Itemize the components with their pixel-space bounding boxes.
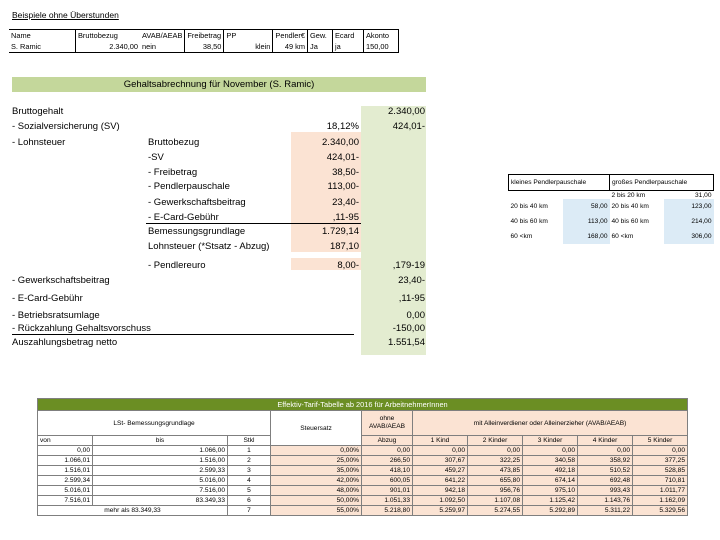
tarif-cell: 4 [228, 476, 271, 486]
emp-header: PP [224, 30, 249, 42]
tarif-row [38, 506, 688, 516]
rueck-value: -150,00 [392, 323, 425, 334]
tarif-cell: 0,00 [413, 446, 468, 456]
pendler-cell: 214,00 [664, 214, 714, 229]
tarif-cell: 1.066,01 [38, 456, 93, 466]
pendler-cell: 306,00 [664, 229, 714, 244]
tarif-cell: 83.349,33 [93, 496, 228, 506]
tarif-cell: 5.329,56 [633, 506, 688, 516]
tarif-cell: 942,18 [413, 486, 468, 496]
sub-value: 187,10 [329, 241, 359, 252]
sub-value: 113,00- [327, 181, 359, 192]
emp-cell: 2.340,00 [76, 41, 141, 53]
sub-divider [146, 223, 361, 224]
sub-label: Bemessungsgrundlage [148, 226, 246, 237]
tarif-cell: 0,00 [468, 446, 523, 456]
tarif-cell: 1.516,01 [38, 466, 93, 476]
pendler-cell: 113,00 [563, 214, 609, 229]
emp-header: Bruttobezug [76, 30, 141, 42]
pendler-cell: 60 <km [510, 233, 533, 240]
emp-header: Freibetrag [185, 30, 224, 42]
tarif-title: Effektiv-Tarif-Tabelle ab 2016 für ArbeitnehmerInnen [38, 399, 688, 411]
tarif-cell: 1.143,76 [578, 496, 633, 506]
tarif-cell: 7 [228, 506, 271, 516]
tarif-cell: 956,76 [468, 486, 523, 496]
sv-label: - Sozialversicherung (SV) [12, 121, 120, 132]
tarif-cell: 600,05 [362, 476, 413, 486]
tarif-cell: 1.066,00 [93, 446, 228, 456]
tarif-cell: 473,85 [468, 466, 523, 476]
tarif-cell: 993,43 [578, 486, 633, 496]
ecard-value: ,11-95 [398, 293, 425, 304]
pendler-cell: 168,00 [563, 229, 609, 244]
tarif-cell: 55,00% [271, 506, 362, 516]
tarif-row [38, 476, 688, 486]
sub-label: - Gewerkschaftsbeitrag [148, 197, 246, 208]
pendler-cell: 20 bis 40 km [510, 203, 548, 210]
pendler-cell: 2 bis 20 km [611, 191, 646, 199]
sub-label: Lohnsteuer (*Stsatz - Abzug) [148, 241, 270, 252]
sub-value: 38,50- [332, 167, 359, 178]
tarif-cell: 1.162,09 [633, 496, 688, 506]
tarif-cell: 5.218,80 [362, 506, 413, 516]
emp-cell: nein [140, 41, 185, 53]
tarif-cell: 1.125,42 [523, 496, 578, 506]
tarif-cell: 510,52 [578, 466, 633, 476]
tarif-cell: 1.107,08 [468, 496, 523, 506]
tarif-cell: 340,58 [523, 456, 578, 466]
emp-header [248, 30, 273, 42]
tarif-steuersatz-header: Steuersatz [271, 411, 362, 446]
tarif-cell: 35,00% [271, 466, 362, 476]
betr-label: - Betriebsratsumlage [12, 310, 100, 321]
tarif-cell: 25,00% [271, 456, 362, 466]
tarif-cell: 7.516,00 [93, 486, 228, 496]
tarif-cell: 418,10 [362, 466, 413, 476]
brutto-value: 2.340,00 [388, 106, 425, 117]
tarif-cell: 6 [228, 496, 271, 506]
tarif-cell: 5 [228, 486, 271, 496]
tarif-cell: 5.274,55 [468, 506, 523, 516]
pendler-header-large: großes Pendlerpauschale [610, 175, 714, 191]
tarif-cell: 0,00 [578, 446, 633, 456]
rueck-label: - Rückzahlung Gehaltsvorschuss [12, 323, 151, 334]
sub-label: - E-Card-Gebühr [148, 212, 219, 223]
tarif-cell: 307,67 [413, 456, 468, 466]
tarif-row [38, 486, 688, 496]
emp-cell: S. Ramic [9, 41, 76, 53]
tarif-cell: 5.259,97 [413, 506, 468, 516]
pendler-cell: 60 <km [611, 233, 634, 240]
tarif-cell: 5.292,89 [523, 506, 578, 516]
tarif-row [38, 446, 688, 456]
sub-label: Bruttobezug [148, 137, 200, 148]
emp-header: Pendler€ [273, 30, 308, 42]
tarif-row [38, 456, 688, 466]
tarif-cell: 1.051,33 [362, 496, 413, 506]
tarif-cell: 2 [228, 456, 271, 466]
pendler-cell: 40 bis 60 km [611, 218, 649, 225]
page-title: Beispiele ohne Überstunden [12, 10, 119, 20]
tarif-table [37, 398, 688, 516]
tarif-cell: 459,27 [413, 466, 468, 476]
tarif-cell: 901,01 [362, 486, 413, 496]
emp-header: AVAB/AEAB [140, 30, 185, 42]
tarif-cell: 5.016,01 [38, 486, 93, 496]
netto-label: Auszahlungsbetrag netto [12, 337, 118, 348]
pendler-cell: 58,00 [563, 199, 609, 214]
sub-label: - Pendlerpauschale [148, 181, 230, 192]
tarif-row [38, 496, 688, 506]
tarif-cell: 674,14 [523, 476, 578, 486]
tarif-cell: 710,81 [633, 476, 688, 486]
pendler-header-small: kleines Pendlerpauschale [509, 175, 610, 191]
emp-header: Akonto [364, 30, 399, 42]
sub-value: ,11-95 [332, 212, 359, 223]
tarif-subheader: 4 Kinder [578, 436, 633, 446]
tarif-cell: 322,25 [468, 456, 523, 466]
tarif-cell: 0,00 [523, 446, 578, 456]
tarif-cell: 2.599,33 [93, 466, 228, 476]
tarif-subheader: bis [93, 436, 228, 446]
tarif-subheader: 1 Kind [413, 436, 468, 446]
tarif-cell: 0,00% [271, 446, 362, 456]
tarif-cell: 2.599,34 [38, 476, 93, 486]
tarif-cell: mehr als 83.349,33 [38, 506, 228, 516]
tarif-cell: 492,18 [523, 466, 578, 476]
netto-value: 1.551,54 [388, 337, 425, 348]
tarif-row [38, 466, 688, 476]
tarif-cell: 5.016,00 [93, 476, 228, 486]
tarif-cell: 42,00% [271, 476, 362, 486]
emp-cell: Ja [308, 41, 333, 53]
lst-result: ,179-19 [392, 260, 425, 271]
tarif-cell: 692,48 [578, 476, 633, 486]
tarif-cell: 655,80 [468, 476, 523, 486]
betr-value: 0,00 [406, 310, 425, 321]
sub-value: 23,40- [332, 197, 359, 208]
gew-value: 23,40- [398, 275, 425, 286]
tarif-cell: 358,92 [578, 456, 633, 466]
tarif-cell: 3 [228, 466, 271, 476]
tarif-cell: 641,22 [413, 476, 468, 486]
pendler-cell [509, 191, 564, 200]
tarif-cell: 266,50 [362, 456, 413, 466]
netto-divider [12, 334, 354, 335]
tarif-cell: 48,00% [271, 486, 362, 496]
pendler-cell: 40 bis 60 km [510, 218, 548, 225]
ecard-label: - E-Card-Gebühr [12, 293, 83, 304]
tarif-cell: 1.092,50 [413, 496, 468, 506]
emp-header: Ecard [333, 30, 364, 42]
tarif-subheader: 5 Kinder [633, 436, 688, 446]
tarif-cell: 50,00% [271, 496, 362, 506]
pendlereuro-label: - Pendlereuro [148, 260, 206, 271]
employee-table [9, 29, 399, 53]
pendler-cell: 123,00 [664, 199, 714, 214]
emp-cell: ja [333, 41, 364, 53]
emp-cell: 38,50 [185, 41, 224, 53]
sub-value: 424,01- [326, 152, 359, 163]
tarif-cell: 1.011,77 [633, 486, 688, 496]
tarif-cell: 1 [228, 446, 271, 456]
sub-label: -SV [148, 152, 164, 163]
tarif-subheader: 3 Kinder [523, 436, 578, 446]
tarif-subheader: 2 Kinder [468, 436, 523, 446]
tarif-cell: 0,00 [38, 446, 93, 456]
sub-value: 2.340,00 [322, 137, 359, 148]
emp-header: Gew. [308, 30, 333, 42]
lst-label: - Lohnsteuer [12, 137, 66, 148]
emp-cell: 150,00 [364, 41, 399, 53]
tarif-cell: 1.516,00 [93, 456, 228, 466]
tarif-mit-header: mit Alleinverdiener oder Alleinerzieher (AVAB/AEAB) [413, 411, 688, 436]
tarif-subheader: Stkl [228, 436, 271, 446]
sv-value: 424,01- [392, 121, 425, 132]
brutto-label: Bruttogehalt [12, 106, 64, 117]
pendler-cell: 31,00 [694, 191, 712, 199]
tarif-cell: 528,85 [633, 466, 688, 476]
tarif-cell: 975,10 [523, 486, 578, 496]
sub-value: 1.729,14 [322, 226, 359, 237]
tarif-subheader: von [38, 436, 93, 446]
tarif-cell: 5.311,22 [578, 506, 633, 516]
gew-label: - Gewerkschaftsbeitrag [12, 275, 110, 286]
tarif-cell: 0,00 [633, 446, 688, 456]
pendler-cell [563, 191, 609, 200]
emp-cell: klein [224, 41, 273, 53]
pendler-cell: 20 bis 40 km [611, 203, 649, 210]
sv-rate: 18,12% [326, 121, 359, 132]
tarif-bmg-header: LSt- Bemessungsgrundlage [38, 411, 271, 436]
tarif-cell: 0,00 [362, 446, 413, 456]
tarif-ohne-header: ohne AVAB/AEAB [362, 411, 413, 436]
tarif-cell: 377,25 [633, 456, 688, 466]
calc-header: Gehaltsabrechnung für November (S. Ramic) [12, 77, 426, 92]
pendlereuro-value: 8,00- [337, 260, 359, 271]
tarif-subheader: Abzug [362, 436, 413, 446]
tarif-cell: 7.516,01 [38, 496, 93, 506]
sub-label: - Freibetrag [148, 167, 198, 178]
emp-cell: 49 km [273, 41, 308, 53]
emp-header: Name [9, 30, 76, 42]
pendler-table [508, 174, 714, 244]
